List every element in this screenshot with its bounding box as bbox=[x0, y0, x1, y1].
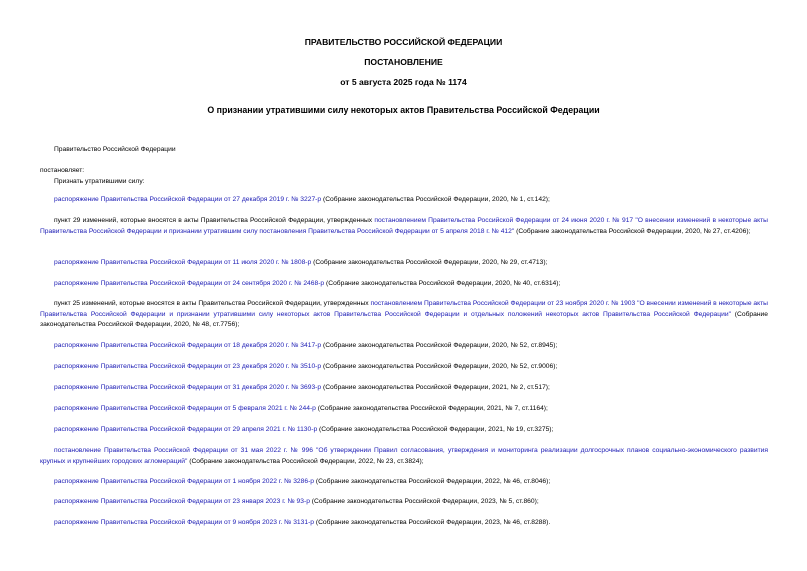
document-title: О признании утратившими силу некоторых актов Правительства Российской Федерации bbox=[207, 105, 600, 115]
subject-line: Правительство Российской Федерации bbox=[54, 146, 176, 153]
act-link[interactable]: распоряжение Правительства Российской Федерации от 27 декабря 2019 г. № 3227-р bbox=[54, 196, 322, 203]
list-item: пункт 25 изменений, которые вносятся в акты Правительства Российской Федерации, утвержденных постановлением Правительства Российской Федерации от 23 ноября 2020 г. № 1903 "О внесении изменений в некоторые акты Правительства Российской Федерации и признании утратившими силу некоторых актов Правительства Российской Федерации и отдельных положений некоторых актов Правительства Российской Федерации" (Собрание законодательства Российской Федерации, 2020, № 48, ст.7756); bbox=[40, 300, 768, 328]
list-item: распоряжение Правительства Российской Федерации от 1 ноября 2022 г. № 3286-р (Собрание законодательства Российской Федерации, 2022, № 46, ст.8046); bbox=[54, 478, 551, 485]
act-link[interactable]: распоряжение Правительства Российской Федерации от 24 сентября 2020 г. № 2468-р bbox=[54, 280, 325, 287]
list-item: распоряжение Правительства Российской Федерации от 23 января 2023 г. № 93-р (Собрание законодательства Российской Федерации, 2023, № 5, ст.860); bbox=[54, 498, 539, 505]
act-link[interactable]: распоряжение Правительства Российской Федерации от 23 января 2023 г. № 93-р bbox=[54, 498, 310, 505]
declare-line: Признать утратившими силу: bbox=[54, 178, 145, 185]
act-link[interactable]: распоряжение Правительства Российской Федерации от 31 декабря 2020 г. № 3693-р bbox=[54, 384, 322, 391]
act-link[interactable]: распоряжение Правительства Российской Федерации от 23 декабря 2020 г. № 3510-р bbox=[54, 363, 322, 370]
list-item: распоряжение Правительства Российской Федерации от 18 декабря 2020 г. № 3417-р (Собрание законодательства Российской Федерации, 2020, № 52, ст.8945); bbox=[54, 342, 558, 349]
act-link[interactable]: распоряжение Правительства Российской Федерации от 1 ноября 2022 г. № 3286-р bbox=[54, 478, 315, 485]
list-item: распоряжение Правительства Российской Федерации от 27 декабря 2019 г. № 3227-р (Собрание законодательства Российской Федерации, 2020, № 1, ст.142); bbox=[54, 196, 550, 203]
list-item: распоряжение Правительства Российской Федерации от 9 ноября 2023 г. № 3131-р (Собрание законодательства Российской Федерации, 2023, № 46, ст.8288). bbox=[54, 519, 551, 526]
act-link[interactable]: распоряжение Правительства Российской Федерации от 5 февраля 2021 г. № 244-р bbox=[54, 405, 316, 412]
act-link[interactable]: постановление Правительства Российской Федерации от 31 мая 2022 г. № 996 "Об утверждении Правил согласования, утверждения и мониторинга реализации долгосрочных планов социально-экономического развития крупных и крупнейших городских агломераций" bbox=[40, 447, 768, 465]
act-link[interactable]: распоряжение Правительства Российской Федерации от 18 декабря 2020 г. № 3417-р bbox=[54, 342, 322, 349]
list-item: распоряжение Правительства Российской Федерации от 23 декабря 2020 г. № 3510-р (Собрание законодательства Российской Федерации, 2020, № 52, ст.9006); bbox=[54, 363, 558, 370]
act-link[interactable]: распоряжение Правительства Российской Федерации от 9 ноября 2023 г. № 3131-р bbox=[54, 519, 315, 526]
list-item: распоряжение Правительства Российской Федерации от 31 декабря 2020 г. № 3693-р (Собрание законодательства Российской Федерации, 2021, № 2, ст.517); bbox=[54, 384, 550, 391]
list-item: распоряжение Правительства Российской Федерации от 5 февраля 2021 г. № 244-р (Собрание законодательства Российской Федерации, 2021, № 7, ст.1164); bbox=[54, 405, 548, 412]
list-item: распоряжение Правительства Российской Федерации от 24 сентября 2020 г. № 2468-р (Собрание законодательства Российской Федерации, 2020, № 40, ст.6314); bbox=[54, 280, 561, 287]
act-link[interactable]: постановлением Правительства Российской Федерации от 24 июня 2020 г. № 917 "О внесении изменений в некоторые акты Правительства Российской Федерации и признании утратившим силу постановления Правительства Российской Федерации от 5 апреля 2018 г. № 412" bbox=[40, 217, 768, 235]
act-link[interactable]: распоряжение Правительства Российской Федерации от 11 июля 2020 г. № 1808-р bbox=[54, 259, 312, 266]
resolves-line: постановляет: bbox=[40, 167, 85, 174]
list-item: распоряжение Правительства Российской Федерации от 29 апреля 2021 г. № 1130-р (Собрание законодательства Российской Федерации, 2021, № 19, ст.3275); bbox=[54, 426, 554, 433]
date-and-number: от 5 августа 2025 года № 1174 bbox=[340, 77, 467, 87]
list-item: распоряжение Правительства Российской Федерации от 11 июля 2020 г. № 1808-р (Собрание законодательства Российской Федерации, 2020, № 29, ст.4713); bbox=[54, 259, 548, 266]
list-item: постановление Правительства Российской Федерации от 31 мая 2022 г. № 996 "Об утверждении Правил согласования, утверждения и мониторинга реализации долгосрочных планов социально-экономического развития крупных и крупнейших городских агломераций" (Собрание законодательства Российской Федерации, 2022, № 23, ст.3824); bbox=[40, 447, 768, 465]
document-type: ПОСТАНОВЛЕНИЕ bbox=[364, 57, 443, 67]
list-item: пункт 29 изменений, которые вносятся в акты Правительства Российской Федерации, утвержденных постановлением Правительства Российской Федерации от 24 июня 2020 г. № 917 "О внесении изменений в некоторые акты Правительства Российской Федерации и признании утратившим силу постановления Правительства Российской Федерации от 5 апреля 2018 г. № 412" (Собрание законодательства Российской Федерации, 2020, № 27, ст.4206); bbox=[40, 217, 768, 235]
government-heading: ПРАВИТЕЛЬСТВО РОССИЙСКОЙ ФЕДЕРАЦИИ bbox=[304, 37, 503, 47]
act-link[interactable]: распоряжение Правительства Российской Федерации от 29 апреля 2021 г. № 1130-р bbox=[54, 426, 318, 433]
act-link[interactable]: постановлением Правительства Российской Федерации от 23 ноября 2020 г. № 1903 "О внесении изменений в некоторые акты Правительства Российской Федерации и признании утратившими силу некоторых актов Правительства Российской Федерации и отдельных положений некоторых актов Правительства Российской Федерации" bbox=[40, 300, 768, 318]
